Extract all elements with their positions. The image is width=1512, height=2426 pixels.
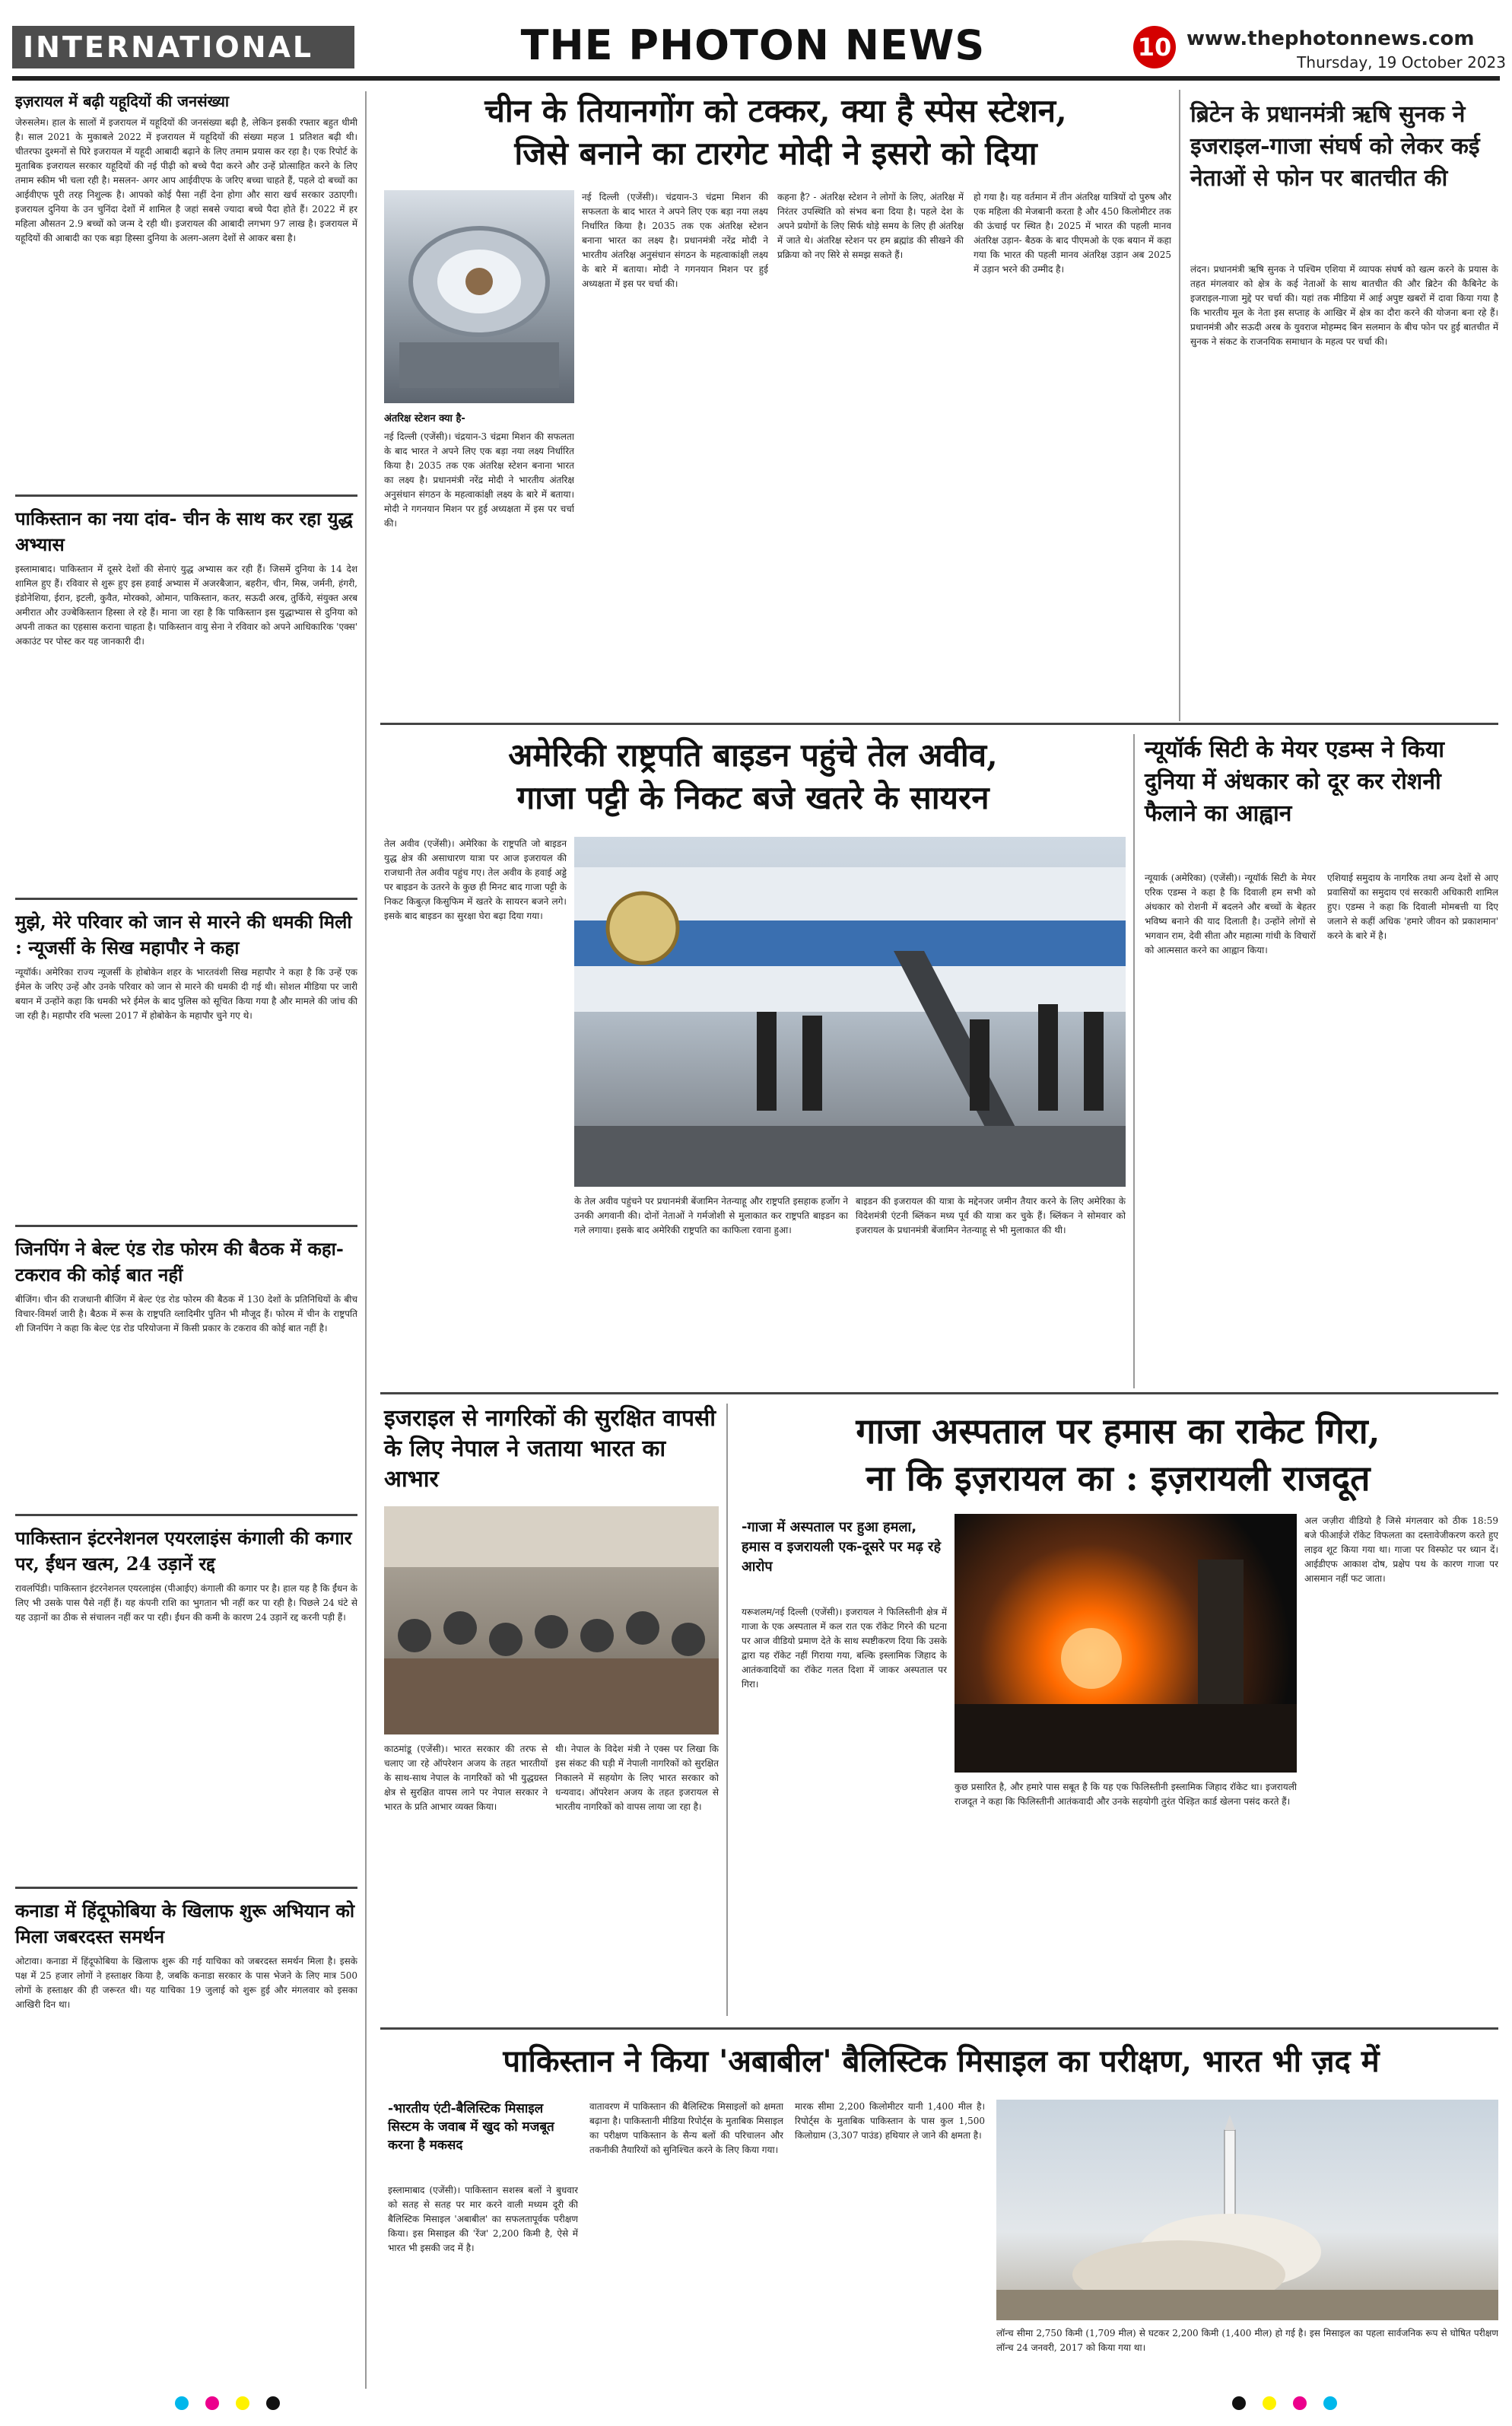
headline-line: अमेरिकी राष्ट्रपति बाइडन पहुंचे तेल अवीव, — [508, 736, 998, 774]
missile-launch-photo — [996, 2100, 1498, 2320]
gaza-story-subhead: -गाजा में अस्पताल पर हुआ हमला, हमास व इजरायली एक-दूसरे पर मढ़ रहे आरोप — [742, 1519, 942, 1575]
article-separator — [15, 1225, 357, 1227]
ny-story-col1: न्यूयार्क (अमेरिका) (एजेंसी)। न्यूयॉर्क सिटी के मेयर एरिक एडम्स ने कहा है कि दिवाली हम सभी को अंधकार को रोशनी में बदलने और बच्चों के बेहतर भविष्य बनाने की याद दिलाती है। उन्होंने लोगों से भगवान राम, देवी सीता और महात्मा गांधी के विचारों को आत्मसात करने का आह्वान किया। — [1145, 873, 1316, 955]
headline-line: चीन के तियानगोंग को टक्कर, क्या है स्पेस स्टेशन, — [484, 92, 1067, 129]
article-body: बीजिंग। चीन की राजधानी बीजिंग में बेल्ट एंड रोड फोरम की बैठक में 130 देशों के प्रतिनिधियों के बीच विचार-विमर्श जारी है। बैठक में रूस के राष्ट्रपति व्लादिमीर पुतिन भी मौजूद हैं। फोरम में चीन के राष्ट्रपति शी जिनपिंग ने कहा कि बेल्ट एंड रोड परियोजना में किसी प्रकार के टकराव की कोई बात नहीं है। — [15, 1294, 357, 1334]
article-separator — [15, 898, 357, 900]
article-canada-hinduphobia — [15, 1898, 357, 2350]
registration-dot — [205, 2396, 219, 2410]
headline-line: ना कि इज़रायल का : इज़रायली राजदूत — [866, 1458, 1371, 1499]
article-pia-airlines — [15, 1525, 357, 1833]
article-body: इस्लामाबाद। पाकिस्तान में दूसरे देशों की सेनाएं युद्ध अभ्यास कर रही हैं। जिसमें दुनिया के 14 देश शामिल हुए हैं। रविवार से शुरू हुए इस हवाई अभ्यास में अजरबैजान, बहरीन, चीन, मिस्र, जर्मनी, हंगरी, इंडोनेशिया, ईरान, इटली, कुवैत, मोरक्को, ओमान, पाकिस्तान, कतर, सऊदी अरब, तुर्किये, संयुक्त अरब अमीरात और उज्बेकिस्तान हिस्सा ले रहे हैं। माना जा रहा है कि पाकिस्तान इस युद्धाभ्यास से दुनिया को अपनी ताकत का एहसास कराना चाहता है। पाकिस्तान वायु सेना ने रविवार को अपने आधिकारिक 'एक्स' अकाउंट पर पोस्ट कर यह जानकारी दी। — [15, 564, 357, 647]
article-title: जिनपिंग ने बेल्ट एंड रोड फोरम की बैठक में कहा-टकराव की कोई बात नहीं — [15, 1238, 344, 1286]
gaza-hospital-photo — [955, 1514, 1297, 1773]
space-story-col0: नई दिल्ली (एजेंसी)। चंद्रयान-3 चंद्रमा मिशन की सफलता के बाद भारत ने अपने लिए एक बड़ा नया लक्ष्य निर्धारित किया है। 2035 तक एक अंतरिक्ष स्टेशन बनाना भारत का लक्ष्य है। प्रधानमंत्री नरेंद्र मोदी ने भारतीय अंतरिक्ष अनुसंधान संगठन के महत्वाकांक्षी लक्ष्य के बारे में बताया। मोदी ने गगनयान मिशन पर हुई अध्यक्षता में इस पर चर्चा की। — [384, 431, 574, 529]
missile-story-col1: इस्लामाबाद (एजेंसी)। पाकिस्तान सशस्त्र बलों ने बुधवार को सतह से सतह पर मार करने वाली मध्यम दूरी की बैलिस्टिक मिसाइल 'अबाबील' का सफलतापूर्वक परीक्षण किया। इस मिसाइल की 'रेंज' 2,200 किमी है, ऐसे में भारत भी इसकी जद में है। — [388, 2185, 578, 2253]
biden-story-col2: के तेल अवीव पहुंचने पर प्रधानमंत्री बेंजामिन नेतन्याहू और राष्ट्रपति इसहाक हर्जोग ने उनकी अगवानी की। दोनों नेताओं ने गर्मजोशी से मुलाकात कर राष्ट्रपति बाइडन का गले लगाया। इसके बाद अमेरिकी राष्ट्रपति का काफिला रवाना हुआ। — [574, 1196, 848, 1235]
article-title: मुझे, मेरे परिवार को जान से मारने की धमकी मिली : न्यूजर्सी के सिख महापौर ने कहा — [15, 911, 352, 959]
registration-dot — [1263, 2396, 1276, 2410]
section-separator — [380, 1392, 1498, 1394]
column-divider — [1179, 90, 1180, 721]
article-title: पाकिस्तान का नया दांव- चीन के साथ कर रहा युद्ध अभ्यास — [15, 507, 353, 555]
article-separator — [15, 494, 357, 497]
missile-story-col2: वातावरण में पाकिस्तान की बैलिस्टिक मिसाइलों को क्षमता बढ़ाना है। पाकिस्तानी मीडिया रिपोर्ट्स के मुताबिक मिसाइल का परीक्षण पाकिस्तान के सैन्य बलों की परिचालन और तकनीकी तैयारियों को सुनिश्चित करने के लिए किया गया। — [589, 2101, 783, 2155]
nepal-story-col2: थी। नेपाल के विदेश मंत्री ने एक्स पर लिखा कि इस संकट की घड़ी में नेपाली नागरिकों को सुरक्षित निकालने में सहयोग के लिए भारत सरकार को धन्यवाद। ऑपरेशन अजय के तहत इजरायल से भारतीय नागरिकों को वापस लाया जा रहा है। — [555, 1744, 719, 1812]
article-belt-road — [15, 1236, 357, 1490]
biden-story-col1: तेल अवीव (एजेंसी)। अमेरिका के राष्ट्रपति जो बाइडन युद्ध क्षेत्र की असाधारण यात्रा पर आज इजरायल की राजधानी तेल अवीव पहुंच गए। तेल अवीव के हवाई अड्डे पर बाइडन के उतरने के कुछ ही मिनट बाद गाजा पट्टी के निकट किबुत्ज़ किसुफिम में खतरे के सायरन बजने लगे। इसके बाद बाइडन का सुरक्षा घेरा बढ़ा दिया गया। — [384, 838, 567, 921]
space-story-subhead: अंतरिक्ष स्टेशन क्या है- — [384, 413, 465, 424]
gaza-story-col3: अल जज़ीरा वीडियो है जिसे मंगलवार को ठीक 18:59 बजे फीआईजे रॉकेट विफलता का दस्तावेजीकरण करते हुए लाइव शूट किया गया था। गाजा पर विस्फोट पर ध्यान दें। आईडीएफ आकाश दोष, प्रक्षेप पथ के कारण गाजा पर आसमान नहीं फट जाता। — [1304, 1515, 1498, 1584]
space-story-col2: कहना है? - अंतरिक्ष स्टेशन ने लोगों के लिए, अंतरिक्ष में निरंतर उपस्थिति को संभव बना दिया है। पहले देश के अपने प्रयोगों के लिए सिर्फ थोड़े समय के लिए ही अंतरिक्ष में जाते थे। अंतरिक्ष स्टेशन पर हम ब्रह्मांड की सीखने की प्रक्रिया को नए सिरे से समझ सकते हैं। — [777, 192, 964, 260]
biden-story-col3: बाइडन की इजरायल की यात्रा के मद्देनजर जमीन तैयार करने के लिए अमेरिका के विदेशमंत्री एंटनी ब्लिंकन मध्य पूर्व की यात्रा कर चुके हैं। ब्लिंकन ने सोमवार को इजरायल के प्रधानमंत्री बेंजामिन नेतन्याहू से भी मुलाकात की थी। — [856, 1196, 1126, 1235]
section-separator — [380, 2027, 1498, 2030]
headline-nepal: इजराइल से नागरिकों की सुरक्षित वापसी के लिए नेपाल ने जताया भारत का आभार — [384, 1405, 716, 1493]
registration-dot — [1232, 2396, 1246, 2410]
registration-dot — [1293, 2396, 1307, 2410]
headline-pak-missile: पाकिस्तान ने किया 'अबाबील' बैलिस्टिक मिसाइल का परीक्षण, भारत भी ज़द में — [503, 2043, 1380, 2079]
headline-line: गाजा अस्पताल पर हमास का राकेट गिरा, — [856, 1410, 1380, 1451]
uk-story-body: लंदन। प्रधानमंत्री ऋषि सुनक ने पश्चिम एशिया में व्यापक संघर्ष को खत्म करने के प्रयास के तहत मंगलवार को क्षेत्र के कई नेताओं के साथ बातचीत की और ब्रिटेन की कैबिनेट के इजराइल-गाजा मुद्दे पर चर्चा की। यहां तक मीडिया में आई अपुष्ट खबरों में दावा किया गया है कि भारतीय मूल के नेता इस सप्ताह के आखिर में क्षेत्र का दौरा करने की योजना बना रहे हैं। प्रधानमंत्री और सऊदी अरब के युवराज मोहम्मद बिन सलमान के बीच फोन पर हुई बातचीत में सुनक ने संकट के राजनयिक समाधान के महत्व पर चर्चा की। — [1190, 264, 1498, 347]
headline-line: गाजा पट्टी के निकट बजे खतरे के सायरन — [516, 779, 989, 816]
ny-story-col2: एशियाई समुदाय के नागरिक तथा अन्य देशों से आए प्रवासियों का समुदाय एवं सरकारी अधिकारी शामिल हुए। एडम्स ने कहा कि दिवाली मोमबत्ती या दिए जलाने से कहीं अधिक 'हमारे जीवन को प्रकाशमान' करने के बारे में है। — [1327, 873, 1498, 941]
column-divider — [1133, 734, 1135, 1388]
section-tag: INTERNATIONAL — [12, 26, 354, 68]
article-nj-mayor — [15, 909, 357, 1194]
space-station-photo — [384, 190, 574, 403]
missile-story-subhead: -भारतीय एंटी-बैलिस्टिक मिसाइल सिस्टम के जवाब में खुद को मजबूत करना है मकसद — [388, 2101, 554, 2153]
article-title: इज़रायल में बढ़ी यहूदियों की जनसंख्या — [15, 92, 230, 110]
article-title: कनाडा में हिंदूफोबिया के खिलाफ शुरू अभियान को मिला जबरदस्त समर्थन — [15, 1900, 355, 1947]
headline-line: जिसे बनाने का टारगेट मोदी ने इसरो को दिया — [514, 135, 1037, 172]
page-number-badge: 10 — [1133, 26, 1176, 68]
missile-story-col3: मारक सीमा 2,200 किलोमीटर यानी 1,400 मील है। रिपोर्ट्स के मुताबिक पाकिस्तान के पास कुल 1,500 किलोग्राम (3,307 पाउंड) हथियार ले जाने की क्षमता है। — [795, 2101, 985, 2141]
headline-gaza-hospital — [738, 1407, 1498, 1502]
article-body: रावलपिंडी। पाकिस्तान इंटरनेशनल एयरलाइंस (पीआईए) कंगाली की कगार पर है। हाल यह है कि ईंधन के लिए भी उसके पास पैसे नहीं हैं। यह कंपनी राशि का भुगतान भी नहीं कर पा रही है। पिछले 24 घंटे से यह उड़ानों का ठीक से संचालन नहीं कर पा रही। ईंधन की कमी के कारण 24 उड़ानें रद्द करनी पड़ी हैं। — [15, 1583, 357, 1623]
nepal-story-col1: काठमांडू (एजेंसी)। भारत सरकार की तरफ से चलाए जा रहे ऑपरेशन अजय के तहत भारतीयों के साथ-साथ नेपाल के नागरिकों को भी युद्धग्रस्त क्षेत्र से सुरक्षित वापस लाने पर नेपाल सरकार ने भारत के प्रति आभार व्यक्त किया। — [384, 1744, 548, 1812]
column-divider — [365, 91, 367, 2389]
article-body: जेरुसलेम। हाल के सालों में इजरायल में यहूदियों की जनसंख्या बढ़ी है, लेकिन इसकी रफ्तार बहुत धीमी है। साल 2021 के मुकाबले 2022 में इजरायल में यहूदियों की संख्या महज 1 प्रतिशत बढ़ी थी। चीतरफा दुश्मनों से घिरे इजरायल में यहूदी आबादी बढ़ाने के लिए तमाम प्रयास कर रहा है। एक रिपोर्ट के मुताबिक इजरायल सरकार यहूदियों की नई पीढ़ी को बच्चे पैदा करने और उन्हें प्रोत्साहित करने के लिए तमाम स्कीम भी चला रही है। मसलन- अगर आप आईवीएफ के जरिए बच्चा चाहते हैं, पहले दो बच्चों का आईवीएफ पूरी तरह निशुल्क है। आपको कोई पैसा नहीं देना होगा और सारा खर्च सरकार उठाएगी। इजरायल दुनिया के उन चुनिंदा देशों में शामिल है जहां सबसे ज्यादा बच्चे पैदा होते हैं। 2022 में हर महिला औसतन 2.9 बच्चों को जन्म दे रही थी। इजरायल की आबादी लगभग 97 लाख है। इजरायल में यहूदियों की आबादी का एक बड़ा हिस्सा दुनिया के अलग-अलग देशों से आकर बसा है। — [15, 117, 357, 243]
registration-dot — [1323, 2396, 1337, 2410]
website-link[interactable]: www.thephotonnews.com — [1186, 27, 1475, 50]
headline-biden — [380, 734, 1126, 819]
gaza-story-col1: यरूशलम/नई दिल्ली (एजेंसी)। इजरायल ने फिलिस्तीनी क्षेत्र में गाजा के एक अस्पताल में कल रात एक रॉकेट गिरने की घटना पर आज वीडियो प्रमाण देते के साथ स्पष्टीकरण दिया कि उसके द्वारा यह रॉकेट नहीं गिराया गया, बल्कि इस्लामिक जिहाद के आतंकवादियों का रॉकेट गलत दिशा में जाकर अस्पताल पर गिरा। — [742, 1607, 947, 1690]
section-separator — [380, 723, 1498, 725]
article-body: न्यूयॉर्क। अमेरिका राज्य न्यूजर्सी के होबोकेन शहर के भारतवंशी सिख महापौर ने कहा है कि उन्हें एक ईमेल के जरिए उन्हें और उनके परिवार को जान से मारने की धमकी दी गई थी। सोशल मीडिया पर जारी बयान में उन्होंने कहा कि धमकी भरे ईमेल के बाद पुलिस को सूचित किया गया है और मामले की जांच की जा रही है। महापौर रवि भल्ला 2017 में होबोकेन के महापौर चुने गए थे। — [15, 967, 357, 1021]
headline-uk-pm: ब्रिटेन के प्रधानमंत्री ऋषि सुनक ने इजराइल-गाजा संघर्ष को लेकर कई नेताओं से फोन पर बातचीत की — [1190, 101, 1480, 192]
article-body: ओटावा। कनाडा में हिंदूफोबिया के खिलाफ शुरू की गई याचिका को जबरदस्त समर्थन मिला है। इसके पक्ष में 25 हजार लोगों ने हस्ताक्षर किया है, जबकि कनाडा सरकार के पास भेजने के लिए मात्र 500 लोगों के हस्ताक्षर की ही जरूरत थी। यह याचिका 19 जुलाई को शुरू हुई और मंगलवार को इसका आखिरी दिन था। — [15, 1956, 357, 2010]
issue-date: Thursday, 19 October 2023 — [1297, 53, 1506, 72]
masthead: THE PHOTON NEWS — [520, 21, 986, 69]
biden-arrival-photo — [574, 837, 1126, 1187]
space-story-col3: हो गया है। यह वर्तमान में तीन अंतरिक्ष यात्रियों दो पुरुष और एक महिला की मेजबानी करता है और 450 किलोमीटर तक की ऊंचाई पर स्थित है। 2025 में भारत की पहली मानव अंतरिक्ष उड़ान- बैठक के बाद पीएमओ के एक बयान में कहा गया कि भारत की पहली मानव अंतरिक्ष उड़ान अब 2025 में उड़ान भरने की उम्मीद है। — [974, 192, 1171, 275]
registration-dot — [266, 2396, 280, 2410]
headline-ny-mayor: न्यूयॉर्क सिटी के मेयर एडम्स ने किया दुनिया में अंधकार को दूर कर रोशनी फैलाने का आह्वान — [1145, 736, 1445, 827]
article-separator — [15, 1514, 357, 1516]
header-rule — [12, 76, 1500, 81]
registration-dot — [236, 2396, 249, 2410]
article-pakistan-exercise — [15, 506, 357, 851]
space-story-col1: नई दिल्ली (एजेंसी)। चंद्रयान-3 चंद्रमा मिशन की सफलता के बाद भारत ने अपने लिए एक बड़ा नया लक्ष्य निर्धारित किया है। 2035 तक एक अंतरिक्ष स्टेशन बनाना भारत का लक्ष्य है। प्रधानमंत्री नरेंद्र मोदी ने भारतीय अंतरिक्ष अनुसंधान संगठन के महत्वाकांक्षी लक्ष्य के बारे में बताया। मोदी ने गगनयान मिशन पर हुई अध्यक्षता में इस पर चर्चा की। — [582, 192, 768, 289]
gaza-story-col2: कुछ प्रसारित है, और हमारे पास सबूत है कि यह एक फिलिस्तीनी इस्लामिक जिहाद रॉकेट था। इजरायली राजदूत ने कहा कि फिलिस्तीनी आतंकवादी और उनके सहयोगी तुरंत पेश्ड़ित कार्ड खेलना पसंद करते हैं। — [955, 1782, 1297, 1807]
column-divider — [726, 1404, 728, 2016]
registration-dot — [175, 2396, 189, 2410]
article-israel-population — [15, 91, 357, 496]
headline-space-station — [380, 90, 1171, 175]
missile-photo-caption: लॉन्च सीमा 2,750 किमी (1,709 मील) से घटकर 2,200 किमी (1,400 मील) हो गई है। इस मिसाइल का पहला सार्वजनिक रूप से घोषित परीक्षण लॉन्च 24 जनवरी, 2017 को किया गया था। — [996, 2328, 1498, 2353]
nepal-return-photo — [384, 1506, 719, 1734]
article-separator — [15, 1887, 357, 1889]
article-title: पाकिस्तान इंटरनेशनल एयरलाइंस कंगाली की कगार पर, ईंधन खत्म, 24 उड़ानें रद्द — [15, 1527, 352, 1575]
print-registration-marks — [175, 2396, 1339, 2413]
